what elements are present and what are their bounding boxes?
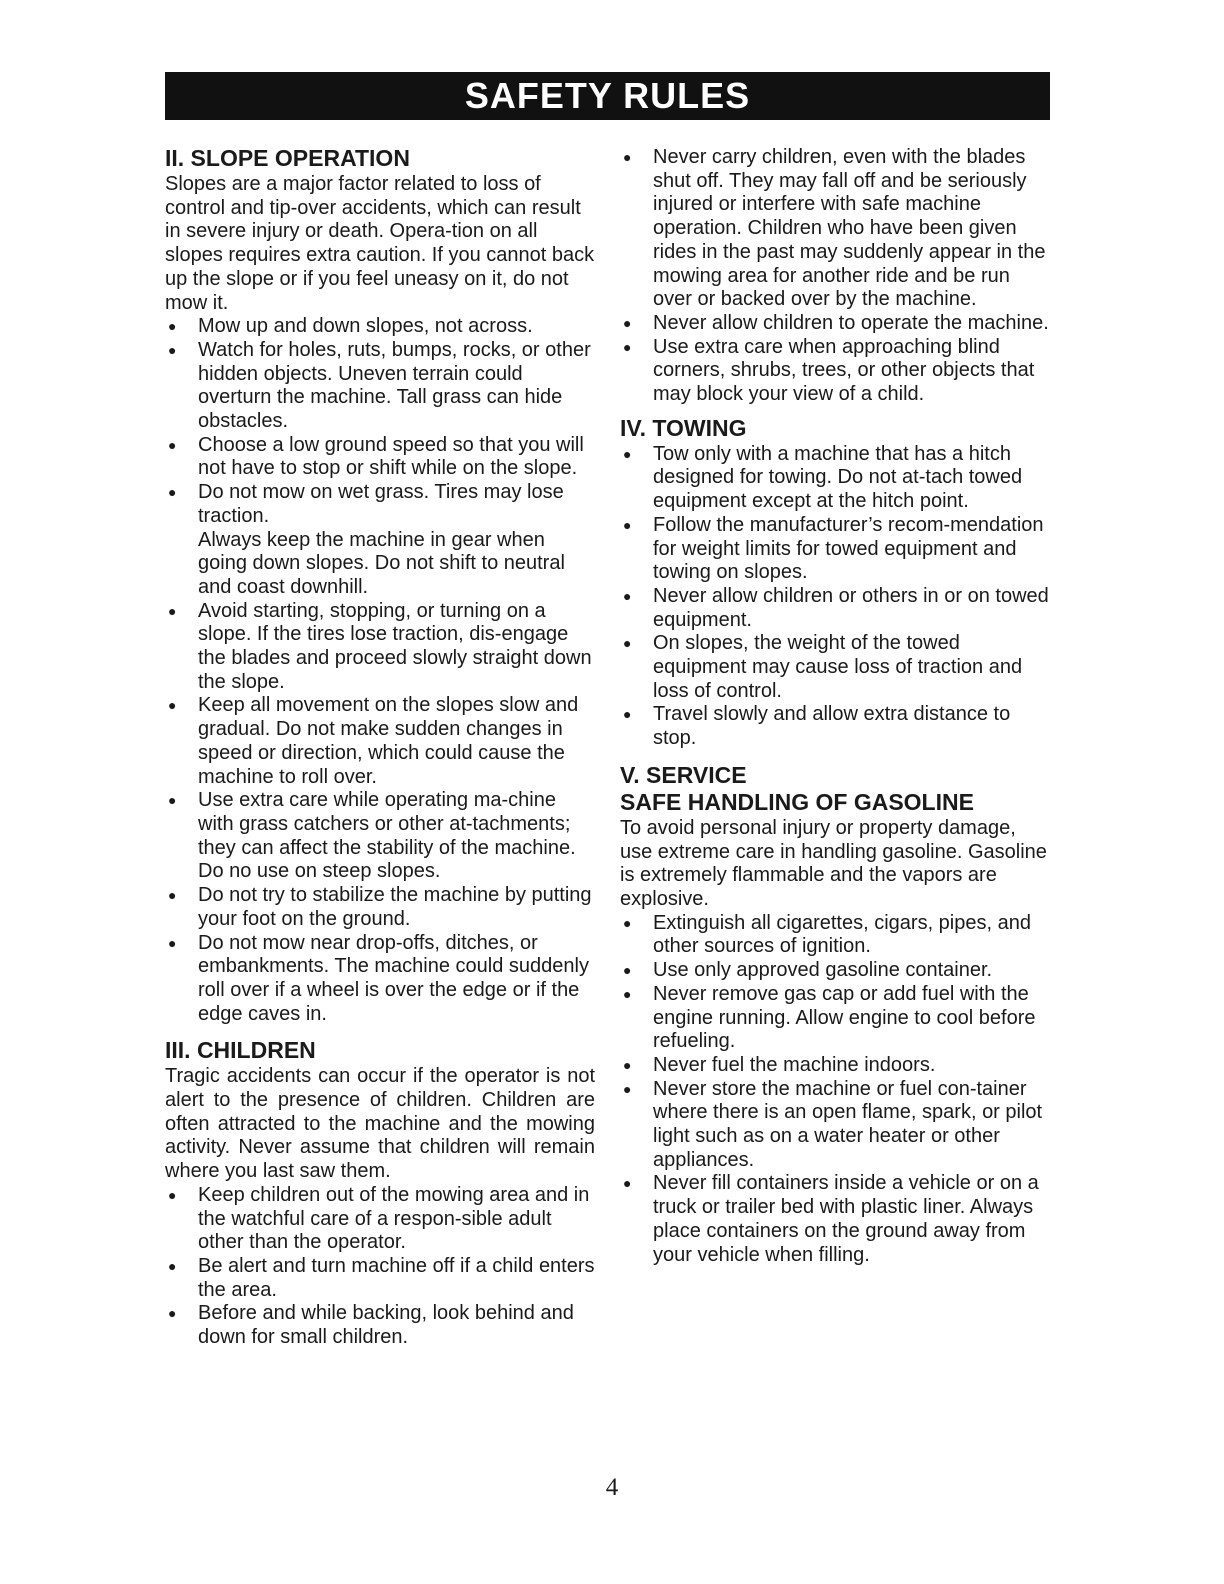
bullet-icon: ● <box>168 1305 177 1322</box>
list-item: ● Never allow children or others in or on towed equipment. <box>623 584 1049 631</box>
list-item: ● Never carry children, even with the blades shut off. They may fall off and be seriously injured or interfere with safe machine operation. Children who have been given rides in the past may suddenly appear in the mowing area for another ride and be run over or backed over by the machine. <box>623 146 1046 311</box>
list-item: ● Keep children out of the mowing area and in the watchful care of a respon-sible adult other than the operator. <box>168 1183 590 1254</box>
bullet-icon: ● <box>168 1186 177 1203</box>
gasoline-intro: To avoid personal injury or property damage, use extreme care in handling gasoline. Gasoline is extremely flammable and the vapors are explosive. <box>620 816 1047 910</box>
bullet-icon: ● <box>168 341 177 358</box>
bullet-icon: ● <box>168 1257 177 1274</box>
list-item: ● Travel slowly and allow extra distance to stop. <box>623 703 1011 750</box>
service-heading: V. SERVICE <box>620 761 747 788</box>
children-heading: III. CHILDREN <box>165 1037 316 1064</box>
children-list <box>165 1184 595 1350</box>
gasoline-subheading: SAFE HANDLING OF GASOLINE <box>620 788 974 815</box>
slope-operation-list <box>165 315 595 1026</box>
children-list-continued <box>620 146 1050 407</box>
bullet-icon: ● <box>168 697 177 714</box>
bullet-icon: ● <box>623 587 632 604</box>
list-item: ● Do not mow on wet grass. Tires may lose traction. Always keep the machine in gear when going down slopes. Do not shift to neutral and coast downhill. <box>165 481 595 600</box>
bullet-icon: ● <box>623 314 632 331</box>
bullet-icon: ● <box>623 445 632 462</box>
list-item: ● Follow the manufacturer’s recom-mendation for weight limits for towed equipment and towing on slopes. <box>623 513 1044 584</box>
bullet-icon: ● <box>623 914 632 931</box>
bullet-icon: ● <box>168 436 177 453</box>
list-item: ● Keep all movement on the slopes slow and gradual. Do not make sudden changes in speed or direction, which could cause the machine to roll over. <box>168 694 579 788</box>
list-item: ● Never fill containers inside a vehicle or on a truck or trailer bed with plastic liner. Always place containers on the ground away from your vehicle when filling. <box>623 1172 1039 1266</box>
slope-operation-heading: II. SLOPE OPERATION <box>165 145 410 171</box>
bullet-icon: ● <box>623 149 632 165</box>
list-item: ● Choose a low ground speed so that you will not have to stop or shift while on the slope. <box>168 433 584 480</box>
list-item: ● Avoid starting, stopping, or turning on a slope. If the tires lose traction, dis-engage the blades and proceed slowly straight down the slope. <box>168 599 592 693</box>
list-item: ● Extinguish all cigarettes, cigars, pipes, and other sources of ignition. <box>623 911 1031 958</box>
list-item: ● Do not try to stabilize the machine by putting your foot on the ground. <box>168 884 592 930</box>
bullet-icon: ● <box>623 962 632 979</box>
bullet-icon: ● <box>168 318 177 335</box>
bullet-icon: ● <box>623 1080 632 1097</box>
bullet-icon: ● <box>623 635 632 652</box>
list-item: ● Never allow children to operate the machine. <box>623 311 1049 334</box>
page-title-banner: SAFETY RULES <box>165 72 1050 120</box>
list-item: ● Never store the machine or fuel con-tainer where there is an open flame, spark, or pilot light such as on a water heater or other appliances. <box>623 1077 1043 1171</box>
bullet-icon: ● <box>623 338 632 355</box>
bullet-icon: ● <box>623 1056 632 1073</box>
list-item: ● Use only approved gasoline container. <box>623 959 993 982</box>
bullet-icon: ● <box>623 706 632 723</box>
list-item: ● Never fuel the machine indoors. <box>623 1053 936 1076</box>
left-column <box>165 146 595 1350</box>
gasoline-list <box>620 912 1050 1268</box>
children-intro: Tragic accidents can occur if the operator is not alert to the presence of children. Children are often attracted to the machine and the mowing activity. Never assume that children will remain where you last saw them. <box>165 1065 595 1183</box>
list-item: ● On slopes, the weight of the towed equipment may cause loss of traction and loss of control. <box>623 632 1023 702</box>
list-item: ● Tow only with a machine that has a hitch designed for towing. Do not at-tach towed equipment except at the hitch point. <box>623 442 1023 513</box>
bullet-icon: ● <box>623 516 632 533</box>
list-item: ● Watch for holes, ruts, bumps, rocks, or other hidden objects. Uneven terrain could overturn the machine. Tall grass can hide obstacles. <box>168 338 591 433</box>
list-item: ● Never remove gas cap or add fuel with the engine running. Allow engine to cool before refueling. <box>623 982 1036 1053</box>
bullet-icon: ● <box>623 1175 632 1192</box>
list-item: ● Be alert and turn machine off if a child enters the area. <box>168 1254 595 1301</box>
list-item: ● Mow up and down slopes, not across. <box>168 315 533 338</box>
list-item: ● Before and while backing, look behind and down for small children. <box>168 1302 574 1349</box>
bullet-icon: ● <box>168 602 177 619</box>
right-column <box>620 146 1050 1267</box>
towing-heading: IV. TOWING <box>620 414 747 441</box>
wet-grass-note: Always keep the machine in gear when going down slopes. Do not shift to neutral and coast downhill. <box>198 528 565 598</box>
bullet-icon: ● <box>623 985 632 1002</box>
page-number: 4 <box>605 1474 619 1501</box>
slope-operation-intro: Slopes are a major factor related to loss of control and tip-over accidents, which can result in severe injury or death. Opera-tion on all slopes requires extra caution. If you cannot back up the slope or if you feel uneasy on it, do not mow it. <box>165 173 595 314</box>
bullet-icon: ● <box>168 934 177 951</box>
list-item: ● Use extra care when approaching blind corners, shrubs, trees, or other objects that may block your view of a child. <box>623 335 1035 406</box>
list-item: ● Do not mow near drop-offs, ditches, or embankments. The machine could suddenly roll over if a wheel is over the edge or if the edge caves in. <box>168 931 589 1025</box>
towing-list <box>620 443 1050 751</box>
list-item: ● Use extra care while operating ma-chine with grass catchers or other at-tachments; they can affect the stability of the machine. Do no use on steep slopes. <box>168 789 576 883</box>
bullet-icon: ● <box>168 887 177 904</box>
bullet-icon: ● <box>168 792 177 809</box>
bullet-icon: ● <box>168 484 177 501</box>
